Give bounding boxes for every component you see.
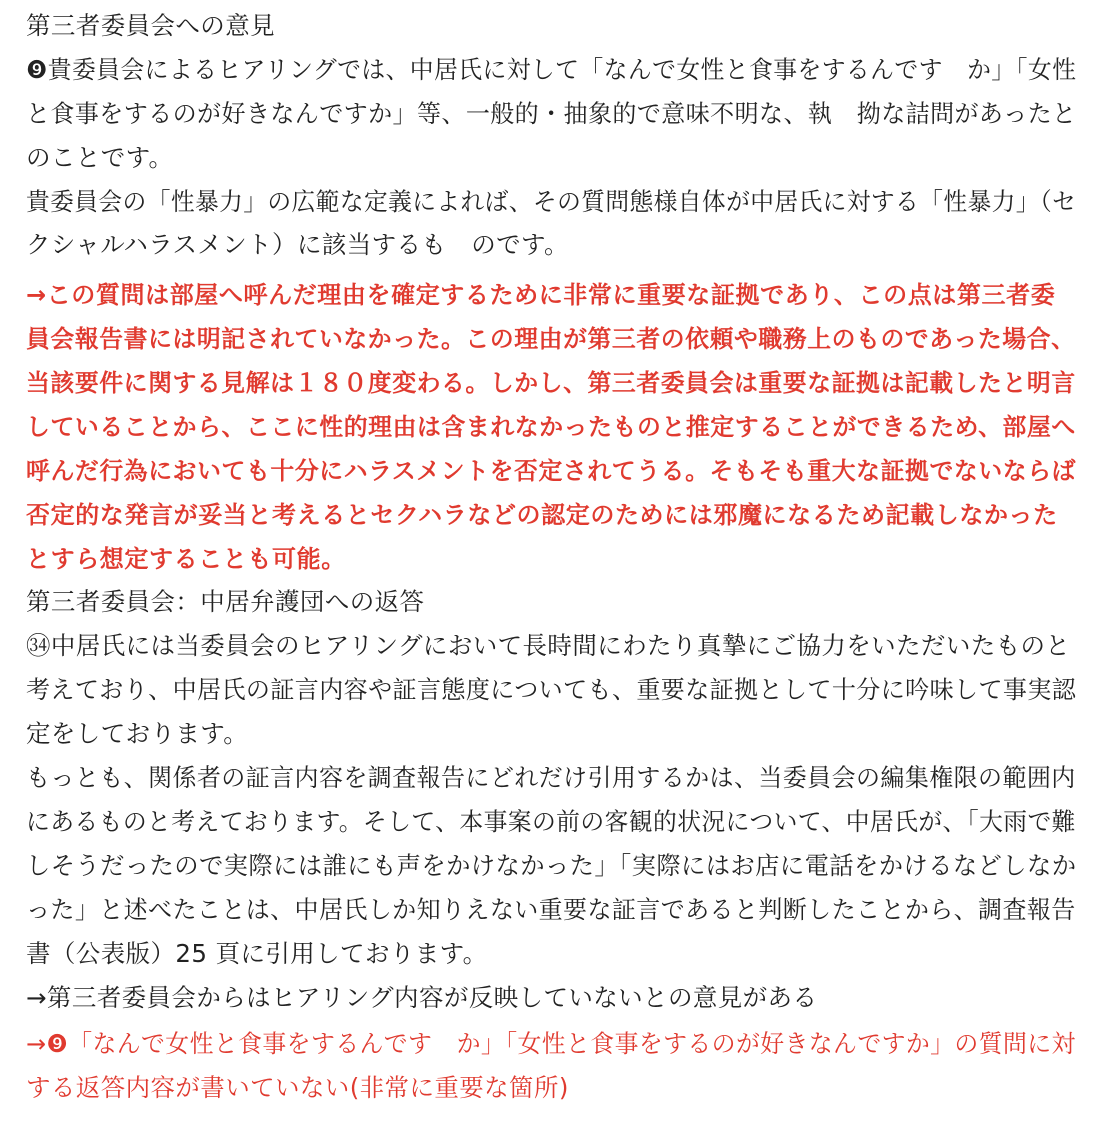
comment-line: する返答内容が書いていない(非常に重要な箇所) [26,1073,569,1102]
section-heading: 第三者委員会への意見 [26,11,275,40]
comment-line: →❾「なんで女性と食事をするんです か」「女性と食事をするのが好きなんですか」の質問に対 [26,1029,1076,1058]
comment-line: 員会報告書には明記されていなかった。この理由が第三者の依頼や職務上のものであった場合、 [26,325,1076,353]
paragraph-line: った」と述べたことは、中居氏しか知りえない重要な証言であると判断したことから、調査報告 [26,895,1076,924]
paragraph-line: しそうだったので実際には誰にも声をかけなかった」「実際にはお店に電話をかけるなどしなか [26,851,1077,880]
comment-line: していることから、ここに性的理由は含まれなかったものと推定することができるため、部屋へ [26,413,1076,441]
comment-line: 否定的な発言が妥当と考えるとセクハラなどの認定のためには邪魔になるため記載しなかった [26,501,1058,529]
comment-line: 呼んだ行為においても十分にハラスメントを否定されてうる。そもそも重大な証拠でないならば [26,457,1077,485]
comment-line: →この質問は部屋へ呼んだ理由を確定するために非常に重要な証拠であり、この点は第三者委 [26,281,1056,309]
paragraph-line: クシャルハラスメント）に該当するも のです。 [26,230,569,259]
comment-line: →第三者委員会からはヒアリング内容が反映していないとの意見がある [26,983,818,1012]
section-heading: 第三者委員会：中居弁護団への返答 [26,587,425,616]
paragraph-line: と食事をするのが好きなんですか」等、一般的・抽象的で意味不明な、執 拗な詰問があったと [26,99,1077,128]
paragraph-line: もっとも、関係者の証言内容を調査報告にどれだけ引用するかは、当委員会の編集権限の範囲内 [26,763,1076,792]
paragraph-line: ㉞中居氏には当委員会のヒアリングにおいて長時間にわたり真摯にご協力をいただいたものと [26,631,1071,660]
paragraph-line: 貴委員会の「性暴力」の広範な定義によれば、その質問態様自体が中居氏に対する「性暴力」（セ [26,187,1077,216]
paragraph-line: にあるものと考えております。そして、本事案の前の客観的状況について、中居氏が、「大雨で難 [26,807,1076,836]
paragraph-line: 考えており、中居氏の証言内容や証言態度についても、重要な証拠として十分に吟味して事実認 [26,675,1077,704]
comment-line: とすら想定することも可能。 [26,545,346,573]
paragraph-line: のことです。 [26,143,174,172]
paragraph-line: 書（公表版）25 頁に引用しております。 [26,939,488,968]
comment-line: 当該要件に関する見解は１８０度変わる。しかし、第三者委員会は重要な証拠は記載したと明言 [26,369,1076,397]
paragraph-line: 定をしております。 [26,719,249,748]
paragraph-line: ❾貴委員会によるヒアリングでは、中居氏に対して「なんで女性と食事をするんです か」「女性 [26,55,1077,84]
